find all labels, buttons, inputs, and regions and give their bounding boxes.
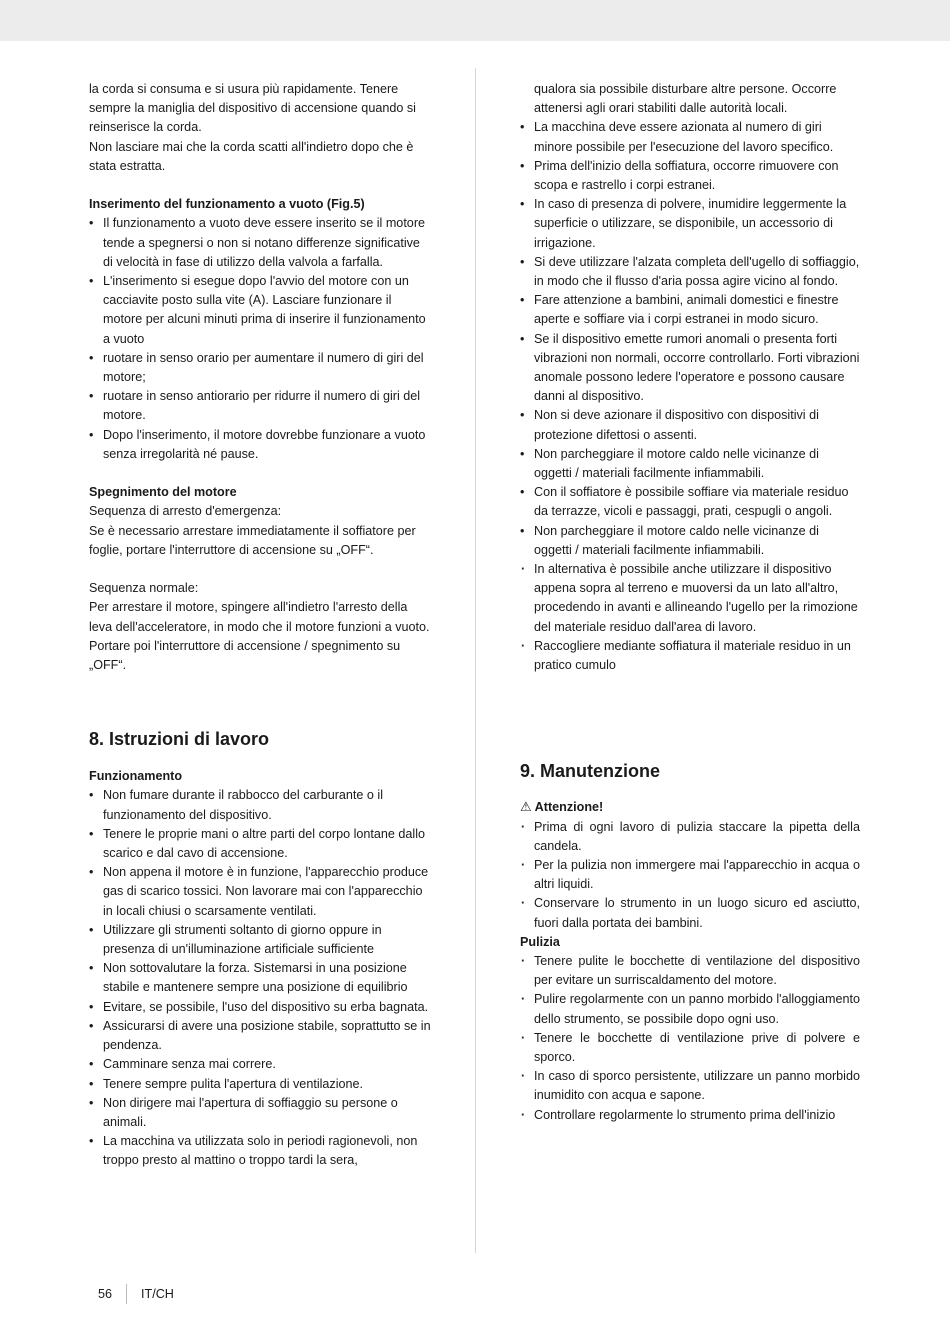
warning-list: [520, 818, 860, 933]
list-item: • Non parcheggiare il motore caldo nelle vicinanze di oggetti / materiali facilmente infiammabili.: [520, 522, 860, 560]
list-item: • Si deve utilizzare l'alzata completa dell'ugello di soffiaggio, in modo che il flusso d'aria possa agire vicino al fondo.: [520, 253, 860, 291]
cleaning-heading: Pulizia: [520, 934, 560, 949]
list-item: • Il funzionamento a vuoto deve essere inserito se il motore tende a spegnersi o non si notano differenze significative di velocità in fase di utilizzo della valvola a farfalla.: [89, 214, 431, 272]
emergency-title: Sequenza di arresto d'emergenza:: [89, 504, 282, 519]
top-bar: [0, 0, 950, 41]
normal-text: Per arrestare il motore, spingere all'indietro l'arresto della leva dell'acceleratore, in modo che il motore funzioni a vuoto. Portare poi l'interruttore di accensione / spegnimento su „OFF“.: [89, 600, 430, 673]
locale-label: IT/CH: [141, 1287, 174, 1301]
list-item: • La macchina va utilizzata solo in periodi ragionevoli, non troppo presto al mattino o troppo tardi la sera,: [89, 1132, 431, 1170]
footer-separator: [126, 1284, 127, 1304]
list-item: · Prima di ogni lavoro di pulizia staccare la pipetta della candela.: [520, 818, 860, 856]
list-item: · Raccogliere mediante soffiatura il materiale residuo in un pratico cumulo: [520, 637, 860, 675]
idle-heading: Inserimento del funzionamento a vuoto (Fig.5): [89, 197, 365, 212]
work-list: [89, 786, 431, 1170]
list-item: • Se il dispositivo emette rumori anomali o presenta forti vibrazioni non normali, occorre controllarlo. Forti vibrazioni anomale possono ledere l'operatore e possono causare danni al dispositivo.: [520, 330, 860, 407]
list-item: • Camminare senza mai correre.: [89, 1055, 431, 1074]
page-number: 56: [98, 1287, 113, 1301]
list-item: • Evitare, se possibile, l'uso del dispositivo su erba bagnata.: [89, 998, 431, 1017]
list-item: · In alternativa è possibile anche utilizzare il dispositivo appena sopra al terreno e muoversi da un lato all'altro, procedendo in avanti e allineando l'ugello per la rimozione del materiale residuo dall'area di lavoro.: [520, 560, 860, 637]
list-item: • La macchina deve essere azionata al numero di giri minore possibile per l'esecuzione del lavoro specifico.: [520, 118, 860, 156]
list-item: • Non sottovalutare la forza. Sistemarsi in una posizione stabile e mantenere sempre una posizione di equilibrio: [89, 959, 431, 997]
list-item: • Tenere sempre pulita l'apertura di ventilazione.: [89, 1075, 431, 1094]
list-item: • Con il soffiatore è possibile soffiare via materiale residuo da terrazze, vicoli e passaggi, prati, cespugli o angoli.: [520, 483, 860, 521]
cleaning-list: [520, 952, 860, 1125]
list-item: • Non dirigere mai l'apertura di soffiaggio su persone o animali.: [89, 1094, 431, 1132]
funzionamento-heading: Funzionamento: [89, 769, 183, 784]
work-list-extra: [520, 560, 860, 675]
warning-triangle-icon: ⚠: [520, 799, 532, 815]
list-item: · In caso di sporco persistente, utilizzare un panno morbido inumidito con acqua e sapone.: [520, 1067, 860, 1105]
list-item: · Conservare lo strumento in un luogo sicuro ed asciutto, fuori dalla portata dei bambini.: [520, 894, 860, 932]
right-column: [520, 80, 860, 1125]
list-item: · Tenere pulite le bocchette di ventilazione del dispositivo per evitare un surriscaldamento del motore.: [520, 952, 860, 990]
emergency-text: Se è necessario arrestare immediatamente il soffiatore per foglie, portare l'interruttore di accensione su „OFF“.: [89, 523, 416, 557]
warning-label: Attenzione!: [534, 800, 604, 815]
warning-heading: [520, 797, 860, 817]
list-item: • Non appena il motore è in funzione, l'apparecchio produce gas di scarico tossici. Non lavorare mai con l'apparecchio in locali chiusi o scarsamente ventilati.: [89, 863, 431, 921]
list-item: · Tenere le bocchette di ventilazione prive di polvere e sporco.: [520, 1029, 860, 1067]
left-column: [89, 80, 431, 1171]
list-item: • Non si deve azionare il dispositivo con dispositivi di protezione difettosi o assenti.: [520, 406, 860, 444]
stop-heading: Spegnimento del motore: [89, 485, 237, 500]
intro-line: Non lasciare mai che la corda scatti all'indietro dopo che è stata estratta.: [89, 139, 414, 173]
column-divider: [475, 68, 476, 1253]
list-item: • Assicurarsi di avere una posizione stabile, soprattutto se in pendenza.: [89, 1017, 431, 1055]
page-footer: [98, 1284, 174, 1304]
list-item: · Pulire regolarmente con un panno morbido l'alloggiamento dello strumento, se possibile dopo ogni uso.: [520, 990, 860, 1028]
list-item: • Prima dell'inizio della soffiatura, occorre rimuovere con scopa e rastrello i corpi estranei.: [520, 157, 860, 195]
list-item: • L'inserimento si esegue dopo l'avvio del motore con un cacciavite posto sulla vite (A). Lasciare funzionare il motore per alcuni minuti prima di inserire il funzionamento a vuoto: [89, 272, 431, 349]
list-item: • In caso di presenza di polvere, inumidire leggermente la superficie o utilizzare, se disponibile, un accessorio di irrigazione.: [520, 195, 860, 253]
idle-list: [89, 214, 431, 464]
list-item: • Utilizzare gli strumenti soltanto di giorno oppure in presenza di un'illuminazione artificiale sufficiente: [89, 921, 431, 959]
list-item: • Non fumare durante il rabbocco del carburante o il funzionamento del dispositivo.: [89, 786, 431, 824]
list-item: • Fare attenzione a bambini, animali domestici e finestre aperte e soffiare via i corpi estranei in modo sicuro.: [520, 291, 860, 329]
section-8-title: 8. Istruzioni di lavoro: [89, 729, 270, 750]
list-item: • ruotare in senso antiorario per ridurre il numero di giri del motore.: [89, 387, 431, 425]
list-item: • ruotare in senso orario per aumentare il numero di giri del motore;: [89, 349, 431, 387]
work-list-continued: [520, 118, 860, 560]
list-item: • Tenere le proprie mani o altre parti del corpo lontane dallo scarico e dal cavo di accensione.: [89, 825, 431, 863]
section-9-title: 9. Manutenzione: [520, 761, 661, 782]
list-item: • Non parcheggiare il motore caldo nelle vicinanze di oggetti / materiali facilmente infiammabili.: [520, 445, 860, 483]
intro-line: la corda si consuma e si usura più rapidamente. Tenere sempre la maniglia del dispositivo di accensione quando si reinserisce la corda.: [89, 82, 416, 135]
list-item: · Per la pulizia non immergere mai l'apparecchio in acqua o altri liquidi.: [520, 856, 860, 894]
continued-text: qualora sia possibile disturbare altre persone. Occorre attenersi agli orari stabiliti dalle autorità locali.: [534, 82, 837, 116]
list-item: · Controllare regolarmente lo strumento prima dell'inizio: [520, 1106, 860, 1125]
normal-title: Sequenza normale:: [89, 581, 199, 596]
list-item: • Dopo l'inserimento, il motore dovrebbe funzionare a vuoto senza irregolarità né pause.: [89, 426, 431, 464]
